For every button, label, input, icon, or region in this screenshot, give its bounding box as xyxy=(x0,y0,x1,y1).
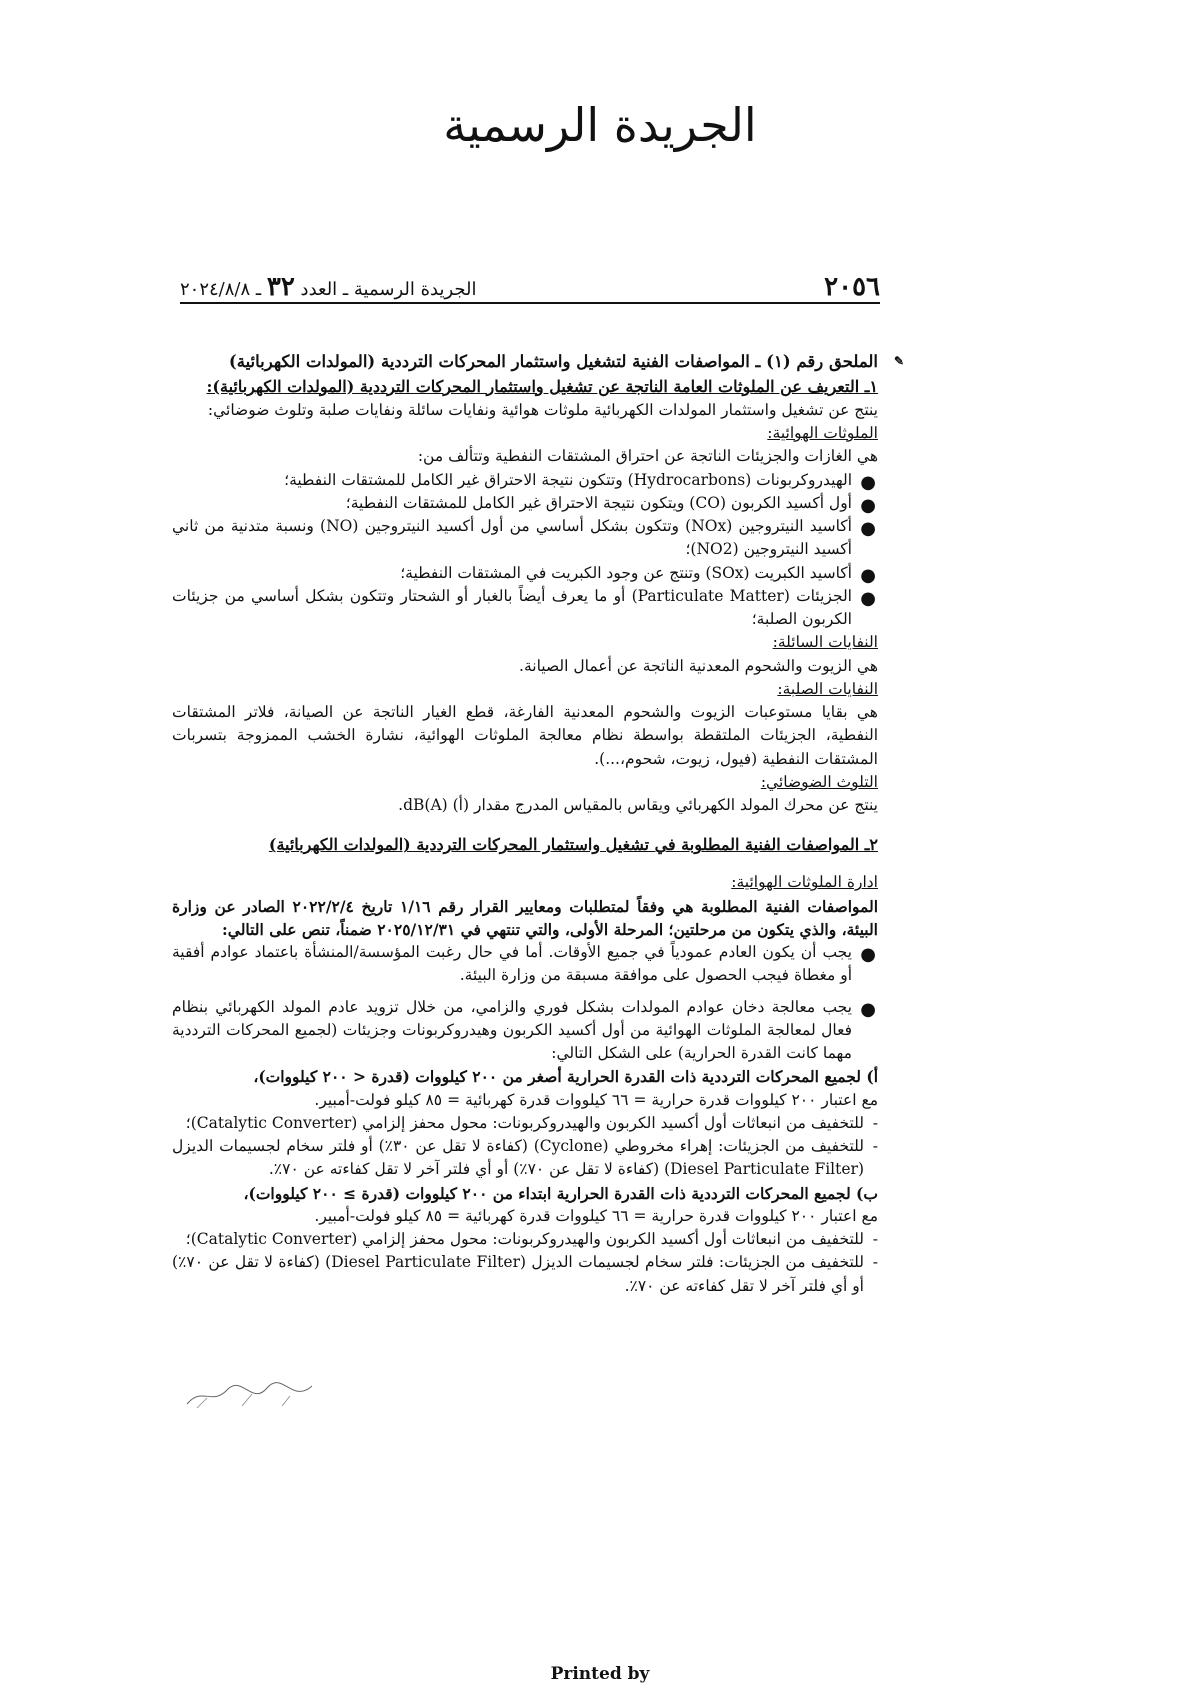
printed-by-footer: Printed by xyxy=(550,1664,650,1684)
section2-heading: ٢ـ المواصفات الفنية المطلوبة في تشغيل واستثمار المحركات الترددية (المولدات الكهربائية) xyxy=(268,835,878,855)
dash-icon: - xyxy=(872,1253,878,1272)
category-a-heading: أ) لجميع المحركات الترددية ذات القدرة الحرارية أصغر من ٢٠٠ كيلووات (قدرة < ٢٠٠ كيلووات)، xyxy=(253,1067,878,1087)
requirements-list xyxy=(172,941,878,1065)
air-pollutants-list xyxy=(172,469,878,632)
annex-title-text: الملحق رقم (١) ـ المواصفات الفنية لتشغيل واستثمار المحركات الترددية (المولدات الكهربائية) xyxy=(228,352,878,371)
running-header xyxy=(180,272,880,304)
issue-line xyxy=(180,272,477,302)
list-item-text: يجب أن يكون العادم عمودياً في جميع الأوقات. أما في حال رغبت المؤسسة/المنشأة باعتماد عوادم أفقية أو مغطاة فيجب الحصول على موافقة مسبقة من وزارة البيئة. xyxy=(172,943,852,985)
category-a-item xyxy=(172,1135,878,1182)
category-b-note: مع اعتبار ٢٠٠ كيلووات قدرة حرارية = ٦٦ كيلووات قدرة كهربائية = ٨٥ كيلو فولت-أمبير. xyxy=(314,1206,878,1225)
issue-label: الجريدة الرسمية ـ العدد xyxy=(300,279,477,300)
list-item xyxy=(172,562,876,586)
list-item xyxy=(172,492,876,516)
bullet-icon: ● xyxy=(860,587,876,609)
category-b-heading: ب) لجميع المحركات الترددية ذات القدرة الحرارية ابتداء من ٢٠٠ كيلووات (قدرة ≥ ٢٠٠ كيلووات)، xyxy=(243,1183,878,1203)
list-item-text: أكاسيد النيتروجين (NOx) وتتكون بشكل أساسي من أول أكسيد النيتروجين (NO) ونسبة متدنية من ثاني أكسيد النيتروجين (NO2)؛ xyxy=(172,517,852,559)
document-body xyxy=(172,350,904,1298)
list-item-text: الهيدروكربونات (Hydrocarbons) وتتكون نتيجة الاحتراق غير الكامل للمشتقات النفطية؛ xyxy=(284,470,852,489)
list-item-text: أول أكسيد الكربون (CO) ويتكون نتيجة الاحتراق غير الكامل للمشتقات النفطية؛ xyxy=(345,493,852,512)
masthead-title: الجريدة الرسمية xyxy=(443,98,757,152)
liquid-waste-text: هي الزيوت والشحوم المعدنية الناتجة عن أعمال الصيانة. xyxy=(519,656,878,675)
category-b-item xyxy=(172,1251,878,1298)
section1-heading: ١ـ التعريف عن الملوثات العامة الناتجة عن تشغيل واستثمار المحركات الترددية (المولدات الكهربائية): xyxy=(206,376,878,396)
list-item-text: الجزيئات (Particulate Matter) أو ما يعرف أيضاً بالغبار أو الشحتار وتتكون بشكل أساسي من جزيئات الكربون الصلبة؛ xyxy=(172,586,852,628)
bullet-icon: ● xyxy=(860,564,876,586)
dash-icon: - xyxy=(872,1137,878,1155)
air-management-heading: ادارة الملوثات الهوائية: xyxy=(731,873,878,892)
annex-title xyxy=(172,350,904,375)
liquid-waste-heading: النفايات السائلة: xyxy=(772,633,878,652)
pen-mark-icon: ✎ xyxy=(893,354,904,368)
category-a-note: مع اعتبار ٢٠٠ كيلووات قدرة حرارية = ٦٦ كيلووات قدرة كهربائية = ٨٥ كيلو فولت-أمبير. xyxy=(314,1090,878,1109)
list-item xyxy=(172,585,876,632)
bullet-icon: ● xyxy=(860,998,876,1020)
issue-number: ٣٢ xyxy=(266,272,295,302)
air-pollutants-heading: الملوثات الهوائية: xyxy=(767,424,878,442)
solid-waste-heading: النفايات الصلبة: xyxy=(777,679,878,698)
section1-intro: ينتج عن تشغيل واستثمار المولدات الكهربائية ملوثات هوائية ونفايات سائلة ونفايات صلبة وتلوث ضوضائي: xyxy=(207,400,878,419)
dash-icon: - xyxy=(872,1113,878,1132)
noise-heading: التلوث الضوضائي: xyxy=(760,772,878,791)
bullet-icon: ● xyxy=(860,494,876,516)
noise-text: ينتج عن محرك المولد الكهربائي ويقاس بالمقياس المدرج مقدار (أ) dB(A). xyxy=(398,796,878,814)
dash-icon: - xyxy=(872,1230,878,1248)
list-item-text: يجب معالجة دخان عوادم المولدات بشكل فوري والزامي، من خلال تزويد عادم المولد الكهربائي بنظام فعال لمعالجة الملوثات الهوائية من أول أكسيد الكربون وهيدروكربونات وجزيئات (لجميع المحركات الترددية مهما كانت القدرة الحرارية) على الشكل التالي: xyxy=(172,997,852,1062)
issue-date: ـ ٢٠٢٤/٨/٨ xyxy=(180,279,262,300)
bullet-icon: ● xyxy=(860,471,876,493)
list-item-text: أكاسيد الكبريت (SOx) وتنتج عن وجود الكبريت في المشتقات النفطية؛ xyxy=(400,563,852,582)
bullet-icon: ● xyxy=(860,518,876,539)
signature-scribble xyxy=(182,1376,332,1412)
category-b-item-text: للتخفيف من الجزيئات: فلتر سخام لجسيمات الديزل (Diesel Particulate Filter) (كفاءة لا تقل عن ٧٠٪) أو أي فلتر آخر لا تقل كفاءته عن ٧٠٪. xyxy=(172,1253,864,1295)
category-a-item-text: للتخفيف من انبعاثات أول أكسيد الكربون والهيدروكربونات: محول محفز إلزامي (Catalytic Converter)؛ xyxy=(185,1113,864,1132)
category-b-item-text: للتخفيف من انبعاثات أول أكسيد الكربون والهيدروكربونات: محول محفز إلزامي (Catalytic Converter)؛ xyxy=(185,1230,864,1248)
list-item xyxy=(172,515,876,562)
category-a-item-text: للتخفيف من الجزيئات: إهراء مخروطي (Cyclone) (كفاءة لا تقل عن ٣٠٪) أو فلتر سخام لجسيمات الديزل (Diesel Particulate Filter) (كفاءة لا تقل عن ٧٠٪) أو أي فلتر آخر لا تقل كفاءته عن ٧٠٪. xyxy=(172,1137,864,1179)
category-a-item xyxy=(172,1112,878,1135)
category-b-item xyxy=(172,1228,878,1251)
bullet-icon: ● xyxy=(860,944,876,965)
spec-intro: المواصفات الفنية المطلوبة هي وفقاً لمتطلبات ومعايير القرار رقم ١/١٦ تاريخ ٢٠٢٢/٢/٤ الصادر عن وزارة البيئة، والذي يتكون من مرحلتين؛ المرحلة الأولى، والتي تنتهي في ٢٠٢٥/١٢/٣١ ضمناً، تنص على التالي: xyxy=(172,896,878,939)
air-pollutants-intro: هي الغازات والجزيئات الناتجة عن احتراق المشتقات النفطية وتتألف من: xyxy=(417,447,878,466)
page-number: ٢٠٥٦ xyxy=(824,272,880,302)
solid-waste-text: هي بقايا مستوعبات الزيوت والشحوم المعدنية الفارغة، قطع الغيار الناتجة عن الصيانة، فلاتر المشتقات النفطية، الجزيئات الملتقطة بواسطة نظام معالجة الملوثات الهوائية، نشارة الخشب الممزوجة بتسربات المشتقات النفطية (فيول، زيوت، شحوم،...). xyxy=(172,703,878,768)
list-item xyxy=(172,941,876,988)
list-item xyxy=(172,996,876,1066)
list-item xyxy=(172,469,876,493)
